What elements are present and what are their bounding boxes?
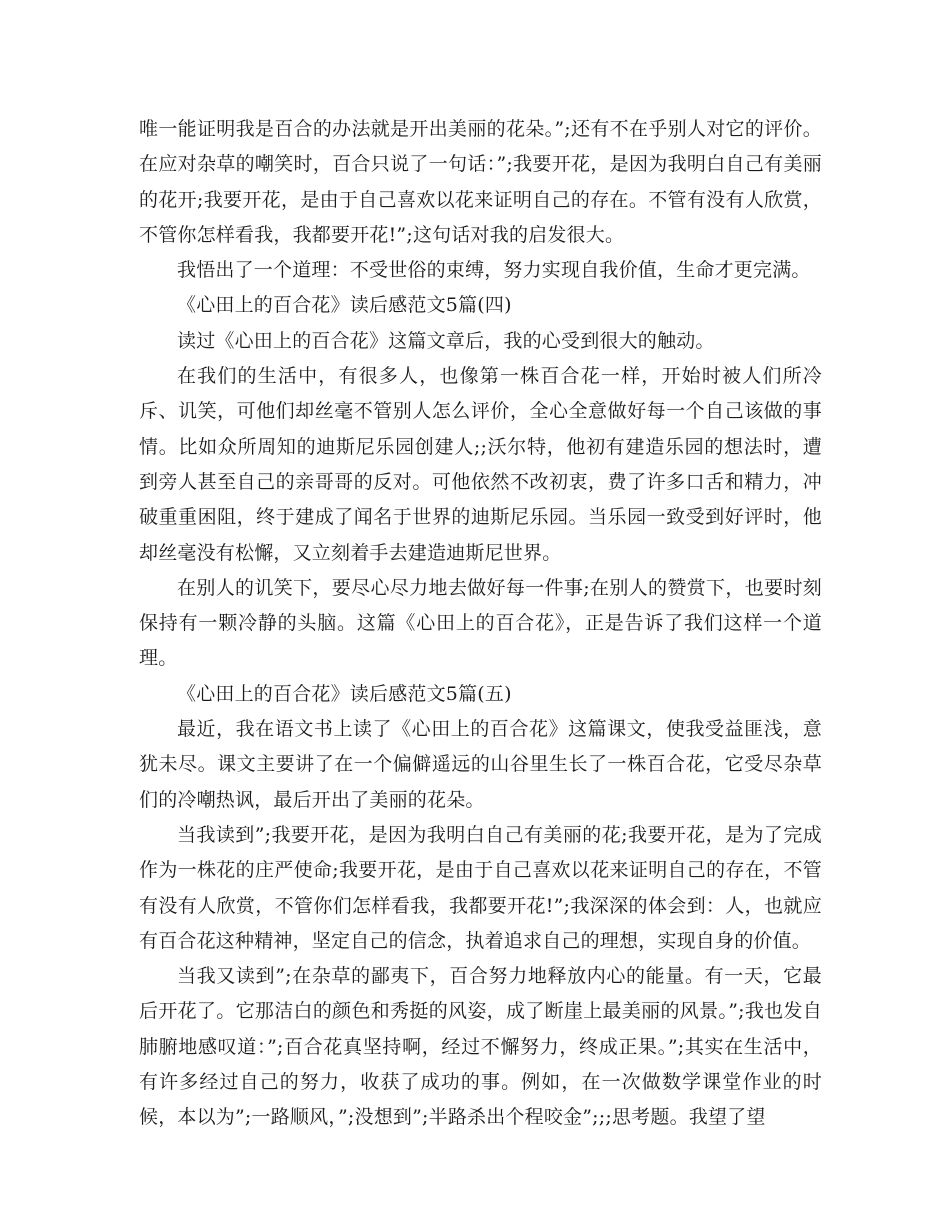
document-body — [139, 112, 822, 1136]
paragraph: 唯一能证明我是百合的办法就是开出美丽的花朵。”;还有不在乎别人对它的评价。在应对杂草的嘲笑时，百合只说了一句话：”;我要开花，是因为我明白自己有美丽的花开;我要开花，是由于自己喜欢以花来证明自己的存在。不管有没有人欣赏，不管你怎样看我，我都要开花!”;这句话对我的启发很大。 — [139, 118, 822, 246]
section-heading: 《心田上的百合花》读后感范文5篇(四) — [177, 294, 512, 317]
paragraph: 在别人的讥笑下，要尽心尽力地去做好每一件事;在别人的赞赏下，也要时刻保持有一颗冷静的头脑。这篇《心田上的百合花》，正是告诉了我们这样一个道理。 — [139, 576, 822, 670]
paragraph: 当我又读到”;在杂草的鄙夷下，百合努力地释放内心的能量。有一天，它最后开花了。它那洁白的颜色和秀挺的风姿，成了断崖上最美丽的风景。”;我也发自肺腑地感叹道：”;百合花真坚持啊，经过不懈努力，终成正果。”;其实在生活中，有许多经过自己的努力，收获了成功的事。例如，在一次做数学课堂作业的时候，本以为”;一路顺风，”;没想到”;半路杀出个程咬金”;;;思考题。我望了望 — [139, 965, 822, 1129]
paragraph: 在我们的生活中，有很多人，也像第一株百合花一样，开始时被人们所冷斥、讥笑，可他们却丝毫不管别人怎么评价，全心全意做好每一个自己该做的事情。比如众所周知的迪斯尼乐园创建人;;沃尔特，他初有建造乐园的想法时，遭到旁人甚至自己的亲哥哥的反对。可他依然不改初衷，费了许多口舌和精力，冲破重重困阻，终于建成了闻名于世界的迪斯尼乐园。当乐园一致受到好评时，他却丝毫没有松懈，又立刻着手去建造迪斯尼世界。 — [139, 365, 822, 564]
paragraph: 当我读到”;我要开花，是因为我明白自己有美丽的花;我要开花，是为了完成作为一株花的庄严使命;我要开花，是由于自己喜欢以花来证明自己的存在，不管有没有人欣赏，不管你们怎样看我，我都要开花!”;我深深的体会到：人，也就应有百合花这种精神，坚定自己的信念，执着追求自己的理想，实现自身的价值。 — [139, 823, 822, 952]
paragraph: 读过《心田上的百合花》这篇文章后，我的心受到很大的触动。 — [177, 329, 715, 352]
paragraph: 我悟出了一个道理：不受世俗的束缚，努力实现自我价值，生命才更完满。 — [177, 259, 811, 282]
section-heading: 《心田上的百合花》读后感范文5篇(五) — [177, 682, 512, 705]
paragraph: 最近，我在语文书上读了《心田上的百合花》这篇课文，使我受益匪浅，意犹未尽。课文主要讲了在一个偏僻遥远的山谷里生长了一株百合花，它受尽杂草们的冷嘲热讽，最后开出了美丽的花朵。 — [139, 718, 822, 811]
